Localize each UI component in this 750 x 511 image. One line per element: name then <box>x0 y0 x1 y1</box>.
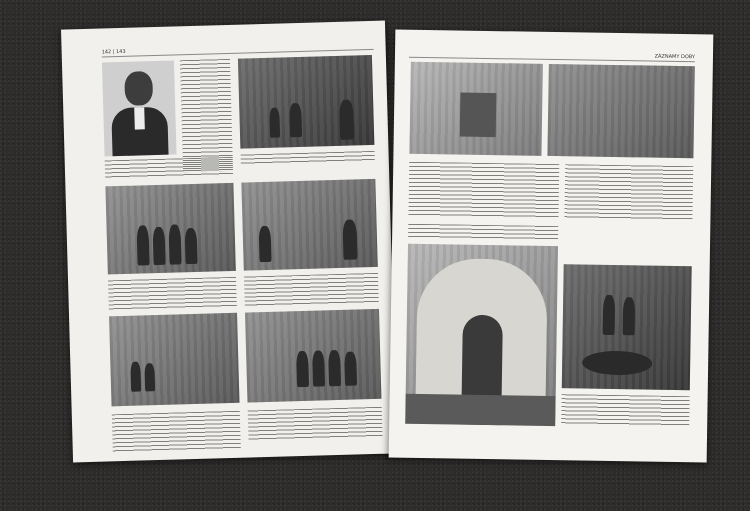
person-figure <box>603 295 616 335</box>
person-figure <box>289 103 302 137</box>
caption-text-1 <box>105 157 233 179</box>
person-figure <box>342 219 357 259</box>
person-figure <box>623 297 636 335</box>
soldiers-photo <box>245 309 381 403</box>
text-column-1 <box>180 59 233 172</box>
person-figure <box>137 225 150 265</box>
person-figure <box>259 226 272 262</box>
fire-hose-photo <box>241 179 377 271</box>
text-column-2 <box>408 162 559 218</box>
person-figure <box>130 362 141 392</box>
person-figure <box>312 350 325 386</box>
person-figure <box>328 350 341 386</box>
person-figure <box>296 351 309 387</box>
left-page <box>61 21 397 463</box>
portrait-head <box>124 71 153 106</box>
portrait-collar <box>134 107 145 129</box>
crowd-photo <box>105 183 235 275</box>
person-figure <box>144 363 155 391</box>
building-damage-photo <box>109 313 239 407</box>
person-figure <box>344 351 357 385</box>
text-column-3 <box>564 164 693 220</box>
person-figure <box>169 224 182 264</box>
person-figure <box>185 228 198 264</box>
caption-text-2 <box>241 151 375 165</box>
crater <box>582 351 652 376</box>
chapel-interior-photo <box>409 62 542 156</box>
caption-text-7 <box>408 224 558 240</box>
street-scene-photo-1 <box>238 55 374 149</box>
person-figure <box>269 108 280 138</box>
corridor-floor <box>405 394 555 426</box>
corridor-arch-photo <box>405 244 558 426</box>
caption-text-3 <box>108 277 237 311</box>
caption-text-8 <box>561 394 689 426</box>
header-rule <box>409 57 695 62</box>
person-figure <box>339 99 354 139</box>
person-figure <box>153 227 166 265</box>
street-crater-photo <box>562 264 692 390</box>
caption-text-5 <box>112 411 241 453</box>
page-header-title: ZÁZNAMY DOBY <box>654 53 696 61</box>
altar <box>460 93 497 138</box>
right-page <box>389 30 714 463</box>
caption-text-4 <box>244 273 379 307</box>
portrait-photo <box>102 60 177 156</box>
damaged-room-photo <box>547 64 694 158</box>
page-numbers: 142 | 143 <box>101 48 126 56</box>
caption-text-6 <box>248 407 383 441</box>
